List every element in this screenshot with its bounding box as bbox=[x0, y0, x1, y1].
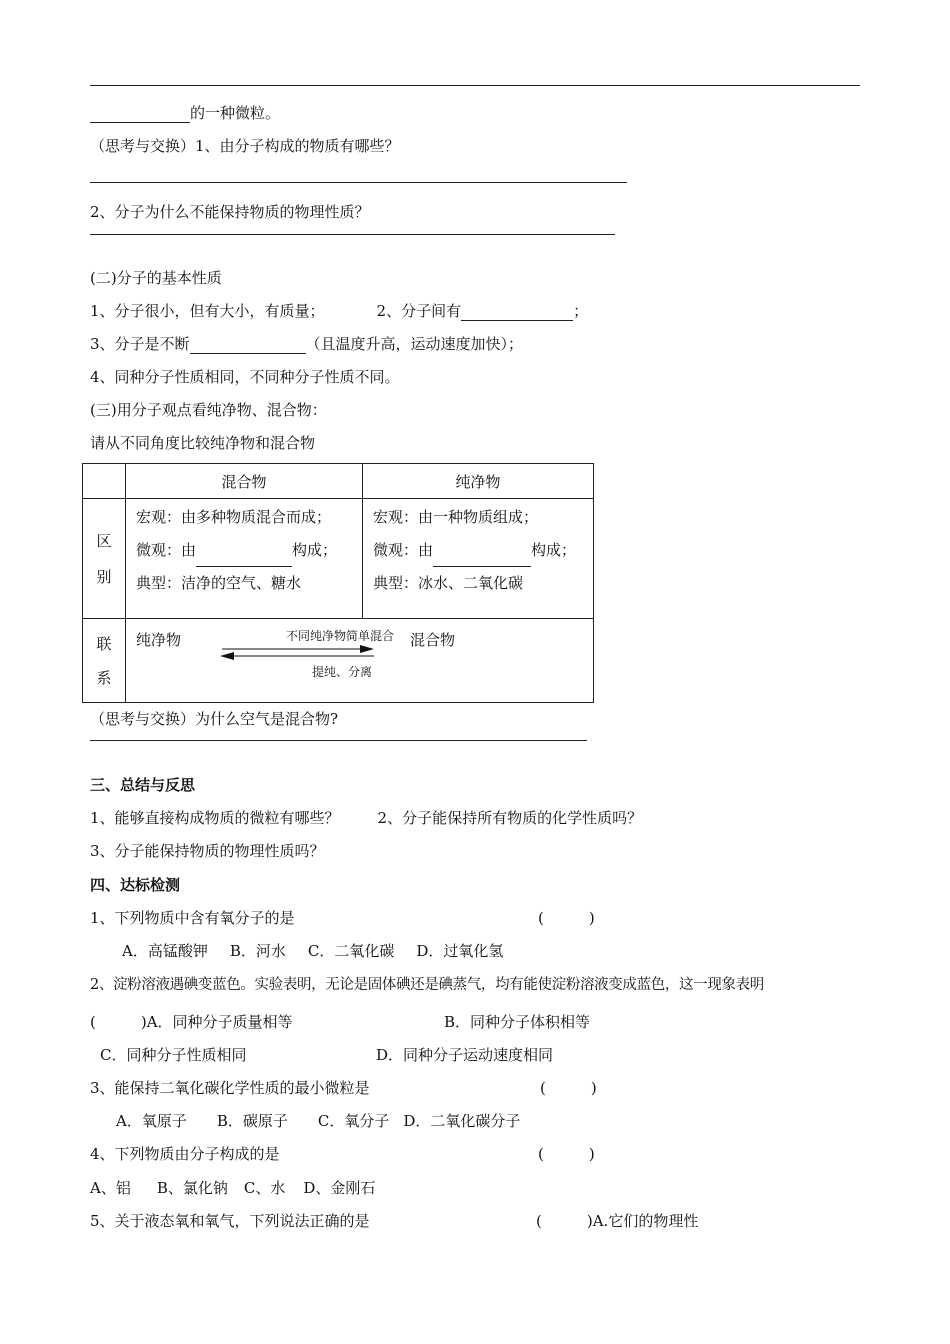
option[interactable]: B．同种分子体积相等 bbox=[444, 1013, 591, 1031]
answer-line-2[interactable] bbox=[90, 234, 615, 235]
top-rule bbox=[90, 85, 860, 86]
pure-macro: 宏观：由一种物质组成； bbox=[373, 508, 539, 526]
relation-pure: 纯净物 bbox=[136, 631, 182, 649]
option[interactable]: B．碳原子 bbox=[216, 1112, 288, 1130]
header-mixture: 混合物 bbox=[126, 464, 363, 499]
answer-line-1[interactable] bbox=[90, 182, 627, 183]
question-1: （思考与交换）1、由分子构成的物质有哪些？ bbox=[90, 137, 400, 155]
test-q1-answer[interactable]: ( ) bbox=[538, 909, 595, 927]
relation-mixture: 混合物 bbox=[410, 631, 456, 649]
option[interactable]: C．氧分子 bbox=[317, 1112, 390, 1130]
relation-forward-label: 不同纯净物简单混合 bbox=[286, 629, 395, 643]
option[interactable]: A．氧原子 bbox=[116, 1112, 187, 1130]
relation-diagram bbox=[126, 619, 593, 699]
fill-blank-1[interactable] bbox=[90, 106, 190, 123]
test-title: 四、达标检测 bbox=[90, 876, 181, 894]
row-label-difference: 区 别 bbox=[83, 499, 126, 619]
relation-cell bbox=[126, 619, 594, 703]
option[interactable]: C、水 bbox=[243, 1179, 286, 1197]
comparison-table bbox=[82, 463, 594, 703]
section-3-title: (三)用分子观点看纯净物、混合物： bbox=[90, 401, 327, 419]
option[interactable]: A．同种分子质量相等 bbox=[146, 1013, 293, 1031]
option[interactable]: A、铝 bbox=[90, 1179, 131, 1197]
option[interactable]: C．同种分子性质相同 bbox=[100, 1046, 247, 1064]
test-q2: 2、淀粉溶液遇碘变蓝色。实验表明，无论是固体碘还是碘蒸气，均有能使淀粉溶液变成蓝色，这一现象表明 bbox=[90, 977, 764, 993]
summary-3: 3、分子能保持物质的物理性质吗？ bbox=[90, 842, 325, 860]
answer-line-3[interactable] bbox=[90, 740, 587, 741]
test-q2-line2 bbox=[90, 1011, 293, 1032]
test-q5-answer: ( )A.它们的物理性 bbox=[536, 1212, 699, 1230]
row-label-relation: 联 系 bbox=[83, 619, 126, 703]
test-q2-answer[interactable]: ( ) bbox=[90, 1013, 147, 1031]
double-arrow-icon bbox=[218, 645, 378, 661]
pure-difference-cell bbox=[363, 499, 594, 619]
question-2: 2、分子为什么不能保持物质的物理性质？ bbox=[90, 203, 370, 221]
test-q3: 3、能保持二氧化碳化学性质的最小微粒是 bbox=[90, 1079, 370, 1097]
section-2-title: (二)分子的基本性质 bbox=[90, 269, 222, 287]
relation-backward-label: 提纯、分离 bbox=[312, 665, 373, 679]
pure-example: 典型：冰水、二氧化碳 bbox=[373, 574, 524, 592]
property-3: 3、分子是不断 （且温度升高，运动速度加快）； bbox=[90, 335, 524, 353]
test-q1: 1、下列物质中含有氧分子的是 bbox=[90, 909, 295, 927]
option[interactable]: A．高锰酸钾 bbox=[122, 942, 208, 960]
option[interactable]: D．同种分子运动速度相同 bbox=[376, 1046, 554, 1064]
fill-blank-mixture[interactable] bbox=[196, 550, 292, 567]
mixture-difference-cell bbox=[126, 499, 363, 619]
line1: 的一种微粒。 bbox=[90, 102, 280, 123]
option[interactable]: B．河水 bbox=[229, 942, 286, 960]
test-q5: 5、关于液态氧和氧气，下列说法正确的是 bbox=[90, 1212, 370, 1230]
option[interactable]: D、金刚石 bbox=[303, 1179, 376, 1197]
test-q4: 4、下列物质由分子构成的是 bbox=[90, 1145, 280, 1163]
compare-intro: 请从不同角度比较纯净物和混合物 bbox=[90, 434, 316, 452]
option[interactable]: D．过氧化氢 bbox=[416, 942, 504, 960]
mixture-micro: 微观：由 构成； bbox=[126, 534, 362, 567]
summary-1: 1、能够直接构成物质的微粒有哪些？ 2、分子能保持所有物质的化学性质吗？ bbox=[90, 809, 643, 827]
summary-title: 三、总结与反思 bbox=[90, 776, 196, 794]
property-1: 1、分子很小，但有大小，有质量； 2、分子间有 ； bbox=[90, 302, 589, 320]
option[interactable]: C．二氧化碳 bbox=[307, 942, 395, 960]
property-4: 4、同种分子性质相同，不同种分子性质不同。 bbox=[90, 368, 400, 386]
option[interactable]: B、氯化钠 bbox=[156, 1179, 228, 1197]
fill-blank-gap[interactable] bbox=[461, 304, 573, 321]
option[interactable]: D．二氧化碳分子 bbox=[403, 1112, 521, 1130]
fill-blank-motion[interactable] bbox=[190, 337, 306, 354]
test-q1-options bbox=[122, 940, 503, 961]
test-q3-options bbox=[116, 1110, 520, 1131]
pure-micro: 微观：由 构成； bbox=[363, 534, 593, 567]
header-pure: 纯净物 bbox=[363, 464, 594, 499]
test-q3-answer[interactable]: ( ) bbox=[540, 1079, 597, 1097]
fill-blank-pure[interactable] bbox=[433, 550, 531, 567]
mixture-example: 典型：洁净的空气、糖水 bbox=[136, 574, 302, 592]
mixture-macro: 宏观：由多种物质混合而成； bbox=[136, 508, 332, 526]
test-q4-options bbox=[90, 1177, 375, 1198]
test-q4-answer[interactable]: ( ) bbox=[538, 1145, 595, 1163]
table-corner bbox=[83, 464, 126, 499]
question-3: （思考与交换）为什么空气是混合物? bbox=[90, 710, 339, 728]
